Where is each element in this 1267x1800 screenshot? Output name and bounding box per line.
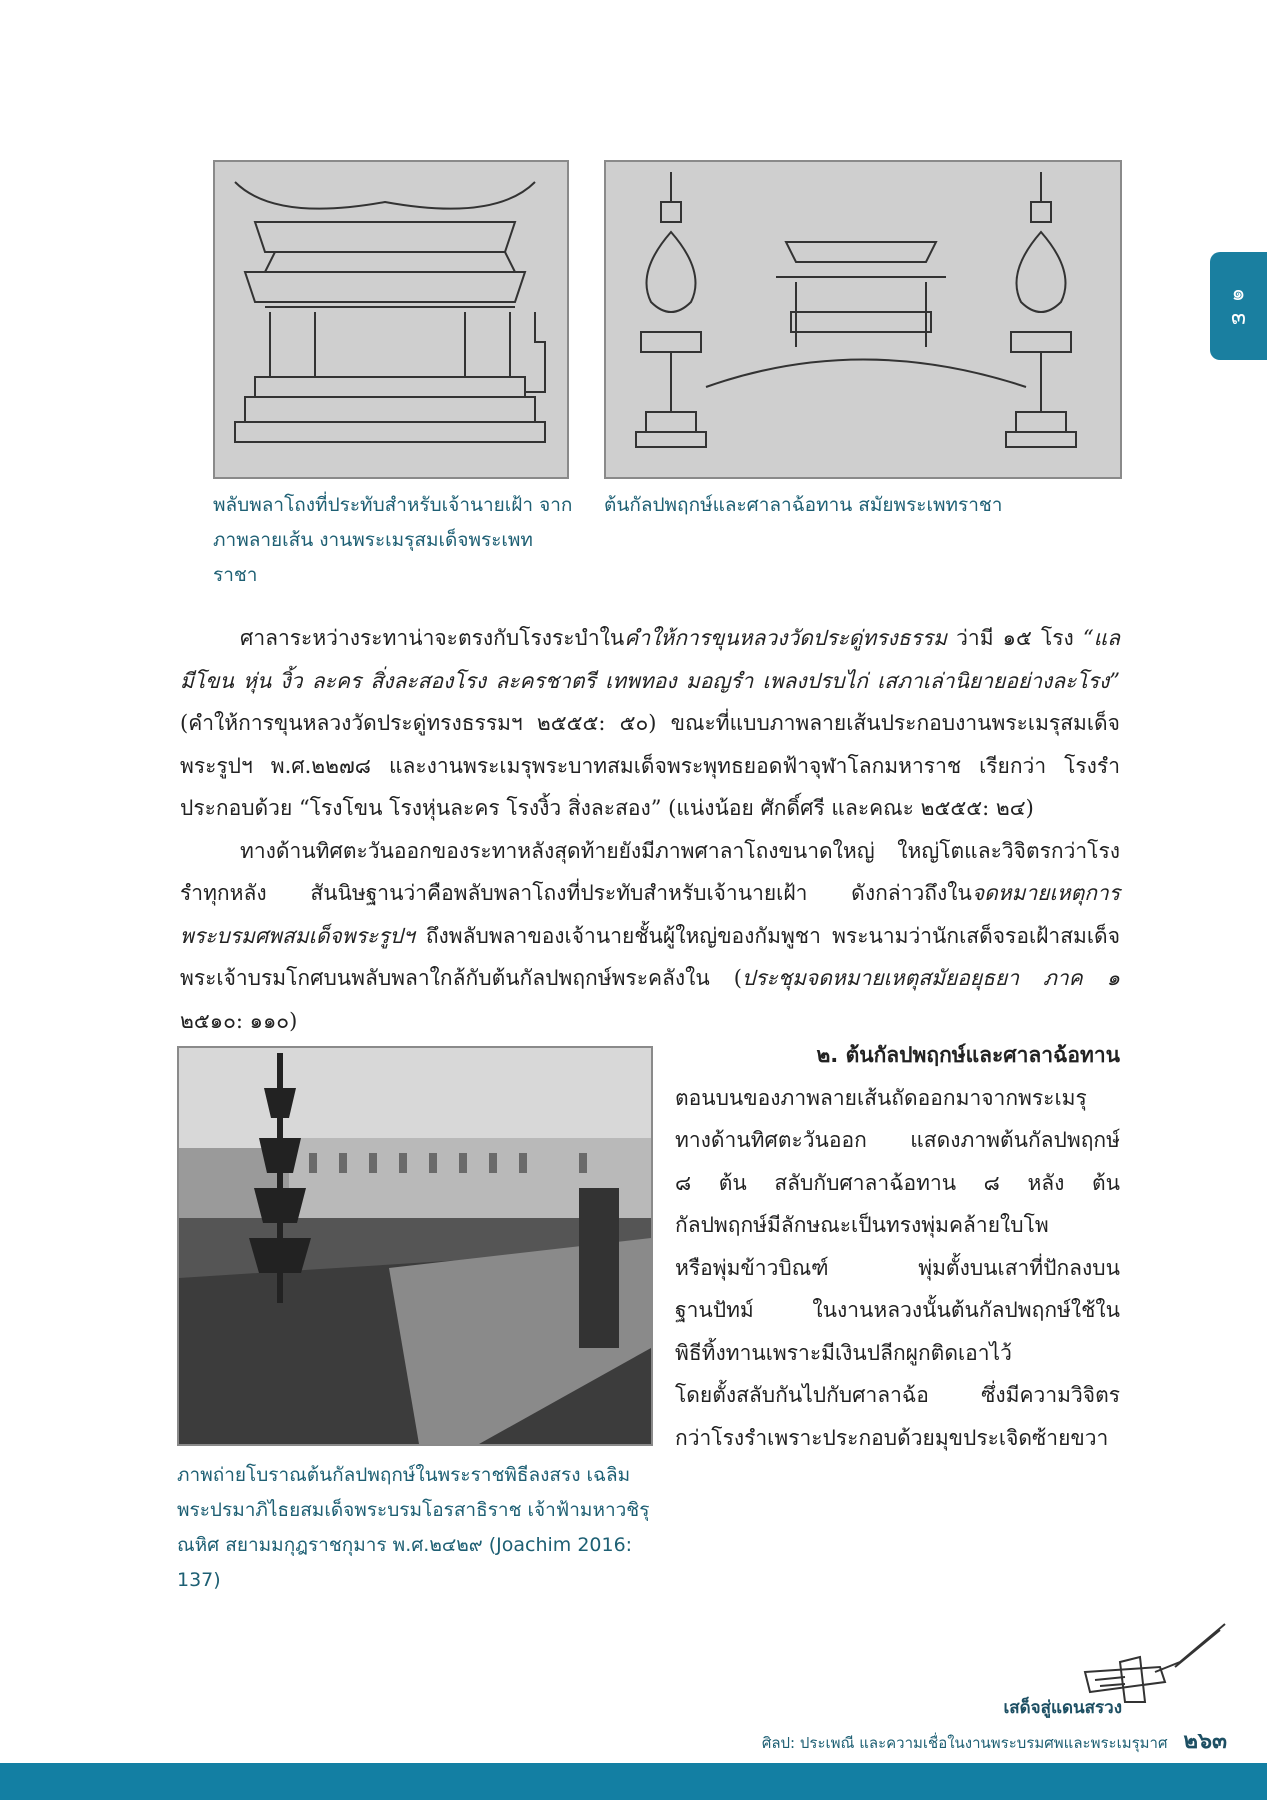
- figure-caption: พลับพลาโถงที่ประทับสำหรับเจ้านายเฝ้า จากภาพลายเส้น งานพระเมรุสมเด็จพระเพทราชา: [213, 494, 573, 586]
- section-2: [675, 1043, 1120, 1598]
- text-line: ทางด้านทิศตะวันออก แสดงภาพต้นกัลปพฤกษ์: [675, 1128, 1120, 1152]
- chapter-tab: [1210, 252, 1267, 360]
- figure-historic-photo: [177, 1046, 653, 1446]
- figure-kalpapruek-drawing: [604, 160, 1122, 479]
- ceremony-photo: [179, 1048, 651, 1444]
- chapter-tab-digit: ๓: [1230, 305, 1247, 330]
- page-number: ๒๖๓: [1183, 1729, 1227, 1754]
- pavilion-sketch: [215, 162, 567, 477]
- figure-caption: ต้นกัลปพฤกษ์และศาลาฉ้อทาน สมัยพระเพทราชา: [604, 494, 1003, 516]
- text: ถึงพลับพลาของเจ้านายชั้นผู้ใหญ่ของกัมพูชา พระนามว่านักเสด็จรอเฝ้าสมเด็จพระเจ้าบรมโกศบนพลับพลาใกล้กับต้นกัลปพฤกษ์พระคลังใน (: [180, 923, 1120, 990]
- book-title: เสด็จสู่แดนสรวง: [1003, 1698, 1122, 1718]
- book-subtitle: ศิลป: ประเพณี และความเชื่อในงานพระบรมศพและพระเมรุมาศ: [761, 1734, 1168, 1752]
- text: ศาลาระหว่างระทาน่าจะตรงกับโรงระบำใน: [240, 626, 625, 650]
- footer-bar: [0, 1763, 1267, 1800]
- text: ๒๕๑๐: ๑๑๐): [180, 1008, 298, 1033]
- section-body: [675, 1077, 1120, 1460]
- footer-row: [762, 1723, 1227, 1758]
- figure-caption: ภาพถ่ายโบราณต้นกัลปพฤกษ์ในพระราชพิธีลงสรง เฉลิมพระปรมาภิไธยสมเด็จพระบรมโอรสาธิราช เจ้าฟ้ามหาวชิรุณหิศ สยามมกุฎราชกุมาร พ.ศ.๒๔๒๙ (Joachim 2016: 137): [177, 1464, 650, 1591]
- text-line: ตอนบนของภาพลายเส้นถัดออกมาจากพระเมรุ: [675, 1085, 1087, 1110]
- text: ว่ามี ๑๕ โรง: [947, 626, 1083, 650]
- text-line: พิธีทิ้งทานเพราะมีเงินปลีกผูกติดเอาไว้: [675, 1340, 1012, 1365]
- text-line: โดยตั้งสลับกันไปกับศาลาฉ้อ ซึ่งมีความวิจิตร: [675, 1383, 1120, 1407]
- photo-column: [177, 1046, 653, 1598]
- figure-pavilion-drawing: [213, 160, 569, 479]
- kalpapruek-sketch: [606, 162, 1120, 477]
- page-footer: [762, 1694, 1227, 1758]
- text-line: กว่าโรงรำเพราะประกอบด้วยมุขประเจิดซ้ายขวา: [675, 1425, 1109, 1450]
- quotation: “แลมีโขน หุ่น งิ้ว ละคร สิ่งละสองโรง ละครชาตรี เทพทอง มอญรำ เพลงปรบไก่ เสภาเล่านิยายอย่างละโรง”: [180, 626, 1120, 693]
- photo-and-section: [177, 1043, 1120, 1598]
- text: ทางด้านทิศตะวันออกของระทาหลังสุดท้ายยังมีภาพศาลาโถงขนาดใหญ่ ใหญ่โตและวิจิตรกว่าโรงรำทุกหลัง สันนิษฐานว่าคือพลับพลาโถงที่ประทับสำหรับเจ้านายเฝ้า ดังกล่าวถึงใน: [180, 838, 1120, 905]
- text-line: กัลปพฤกษ์มีลักษณะเป็นทรงพุ่มคล้ายใบโพ: [675, 1213, 1049, 1237]
- section-heading: ๒. ต้นกัลปพฤกษ์และศาลาฉ้อทาน: [816, 1043, 1120, 1067]
- text-line: ฐานปัทม์ ในงานหลวงนั้นต้นกัลปพฤกษ์ใช้ใน: [675, 1298, 1120, 1322]
- body-paragraph-2: [180, 830, 1120, 1043]
- citation-title: คำให้การขุนหลวงวัดประดู่ทรงธรรม: [624, 626, 948, 650]
- text-line: หรือพุ่มข้าวบิณฑ์ พุ่มตั้งบนเสาที่ปักลงบน: [675, 1255, 1120, 1280]
- text: (คำให้การขุนหลวงวัดประดู่ทรงธรรมฯ ๒๕๕๕: ๕๐) ขณะที่แบบภาพลายเส้นประกอบงานพระเมรุสมเด็จพระรูปฯ พ.ศ.๒๒๗๘ และงานพระเมรุพระบาทสมเด็จพระพุทธยอดฟ้าจุฬาโลกมหาราช เรียกว่า โรงรำประกอบด้วย “โรงโขน โรงหุ่นละคร โรงงิ้ว สิ่งละสอง” (แน่งน้อย ศักดิ์ศรี และคณะ ๒๕๕๕: ๒๔): [180, 711, 1120, 820]
- body-paragraph-1: [180, 617, 1120, 830]
- citation-title: ประชุมจดหมายเหตุสมัยอยุธยา ภาค ๑: [741, 966, 1121, 990]
- text-line: ๘ ต้น สลับกับศาลาฉ้อทาน ๘ หลัง ต้น: [675, 1170, 1120, 1195]
- chapter-tab-digit: ๑: [1231, 281, 1246, 306]
- main-content: [177, 617, 1121, 1598]
- citation-title: จดหมายเหตุการพระบรมศพสมเด็จพระรูปฯ: [180, 881, 1120, 948]
